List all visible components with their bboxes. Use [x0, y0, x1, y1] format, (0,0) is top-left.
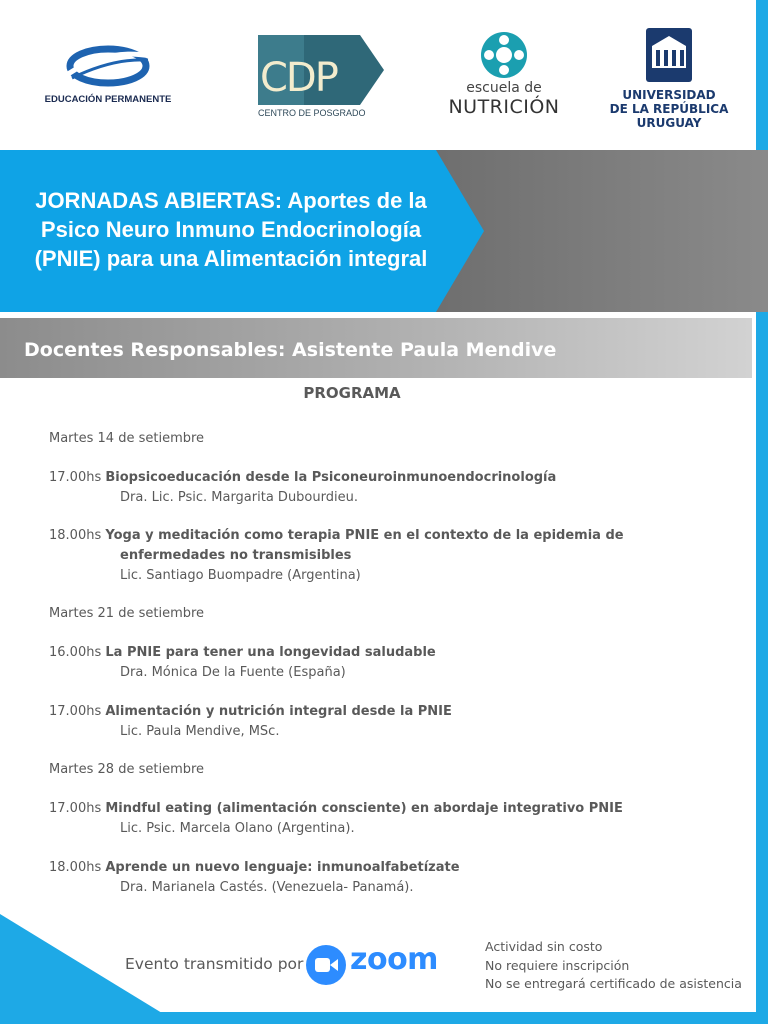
bottom-border-decoration — [0, 1012, 768, 1024]
session-title: Mindful eating (alimentación consciente) en abordaje integrativo PNIE — [105, 801, 623, 816]
day-heading: Martes 28 de setiembre — [49, 762, 205, 777]
session-speaker: Lic. Santiago Buompadre (Argentina) — [120, 568, 361, 583]
day-heading: Martes 14 de setiembre — [49, 431, 205, 446]
day-heading: Martes 21 de setiembre — [49, 606, 205, 621]
docentes-responsables: Docentes Responsables: Asistente Paula Mendive — [24, 339, 557, 361]
session-speaker: Dra. Marianela Castés. (Venezuela- Panamá). — [120, 880, 414, 895]
session-title: Alimentación y nutrición integral desde la PNIE — [105, 704, 452, 719]
session-speaker: Dra. Lic. Psic. Margarita Dubourdieu. — [120, 490, 358, 505]
zoom-wordmark: zoom — [350, 942, 438, 977]
udelar-line-3: URUGUAY — [636, 116, 702, 130]
session-line — [49, 527, 624, 545]
note-sin-costo: Actividad sin costo — [485, 939, 603, 954]
session-speaker: Lic. Psic. Marcela Olano (Argentina). — [120, 821, 355, 836]
nutricion-label-top: escuela de — [466, 80, 542, 96]
session-title: Yoga y meditación como terapia PNIE en el contexto de la epidemia de — [105, 528, 624, 543]
session-line — [49, 644, 436, 662]
note-sin-inscripcion: No requiere inscripción — [485, 957, 630, 973]
session-time: 18.00hs — [49, 528, 106, 543]
nutricion-logo — [444, 30, 564, 120]
session-title-continued: enfermedades no transmisibles — [120, 548, 352, 563]
session-line — [49, 800, 623, 818]
nutricion-label-main: NUTRICIÓN — [448, 96, 560, 118]
session-title: Aprende un nuevo lenguaje: inmunoalfabetízate — [105, 860, 460, 875]
event-title-line-2: Psico Neuro Inmuno Endocrinología — [40, 217, 422, 242]
session-line — [49, 469, 556, 487]
programa-heading: PROGRAMA — [303, 384, 401, 402]
session-speaker: Lic. Paula Mendive, MSc. — [120, 724, 280, 739]
nutricion-flower-icon — [444, 30, 564, 80]
note-sin-certificado: No se entregará certificado de asistencia — [485, 976, 742, 991]
zoom-camera-icon — [315, 958, 330, 972]
session-line — [49, 703, 452, 721]
event-title-line-3: (PNIE) para una Alimentación integral — [34, 246, 428, 271]
udelar-line-2: DE LA REPÚBLICA — [609, 102, 729, 116]
event-title — [8, 186, 454, 273]
zoom-lens-icon — [330, 959, 338, 971]
educacion-permanente-label: EDUCACIÓN PERMANENTE — [44, 94, 172, 105]
logo-header — [0, 0, 756, 150]
cdp-arrow-icon — [256, 33, 386, 107]
cdp-subtitle: CENTRO DE POSGRADO — [258, 108, 366, 118]
session-title: Biopsicoeducación desde la Psiconeuroinmunoendocrinología — [105, 470, 557, 485]
session-time: 16.00hs — [49, 645, 106, 660]
udelar-seal-icon — [606, 26, 732, 84]
session-title: La PNIE para tener una longevidad saludable — [105, 645, 436, 660]
event-notes — [485, 938, 742, 994]
session-time: 17.00hs — [49, 704, 106, 719]
session-line — [49, 859, 460, 877]
event-title-line-1: JORNADAS ABIERTAS: Aportes de la — [35, 188, 427, 213]
educacion-permanente-swoosh-icon — [38, 38, 178, 94]
session-speaker: Dra. Mónica De la Fuente (España) — [120, 665, 346, 680]
evento-transmitido-label: Evento transmitido por — [125, 955, 304, 973]
cdp-logo — [256, 33, 386, 121]
session-time: 17.00hs — [49, 801, 106, 816]
cdp-mark: CDP — [260, 55, 337, 101]
session-time: 18.00hs — [49, 860, 106, 875]
educacion-permanente-logo — [38, 38, 178, 108]
zoom-icon — [306, 945, 346, 985]
udelar-logo — [606, 26, 732, 130]
udelar-line-1: UNIVERSIDAD — [622, 88, 716, 102]
session-time: 17.00hs — [49, 470, 106, 485]
